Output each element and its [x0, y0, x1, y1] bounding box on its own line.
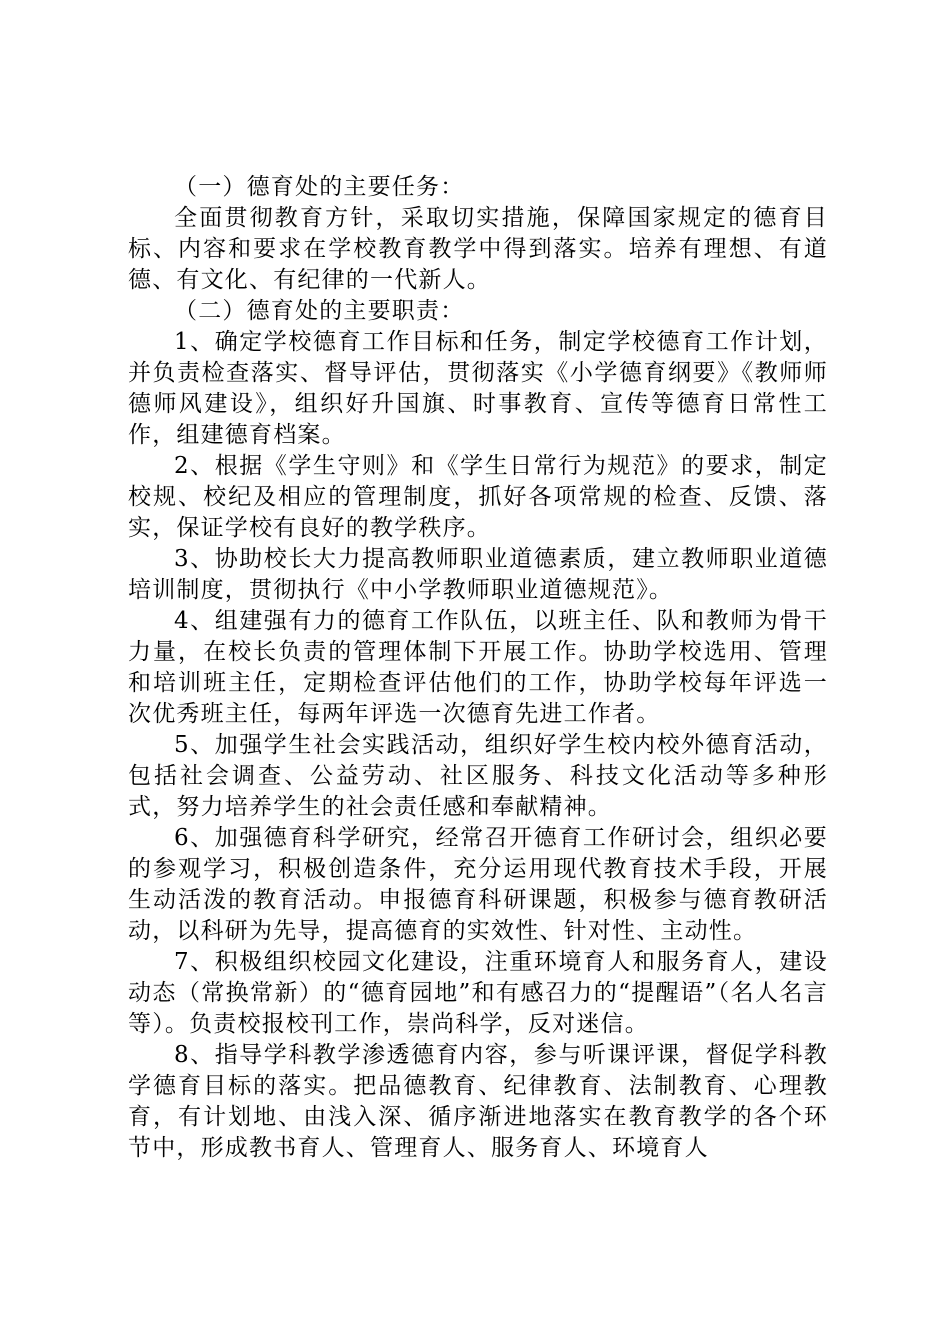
section-heading-duties: （二）德育处的主要职责：: [174, 298, 465, 324]
duty-item-3: 3、协助校长大力提高教师职业道德素质，建立教师职业道德培训制度，贯彻执行《中小学教师职业道德规范》。: [128, 546, 828, 603]
duty-item-6: 6、加强德育科学研究，经常召开德育工作研讨会，组织必要的参观学习，积极创造条件，充分运用现代教育技术手段，开展生动活泼的教育活动。申报德育科研课题，积极参与德育教研活动，以科研为先导，提高德育的实效性、针对性、主动性。: [128, 825, 828, 944]
section-heading-tasks: （一）德育处的主要任务：: [174, 174, 465, 200]
paragraph-tasks: 全面贯彻教育方针，采取切实措施，保障国家规定的德育目标、内容和要求在学校教育教学中得到落实。培养有理想、有道德、有文化、有纪律的一代新人。: [128, 205, 828, 293]
duty-item-2: 2、根据《学生守则》和《学生日常行为规范》的要求，制定校规、校纪及相应的管理制度，抓好各项常规的检查、反馈、落实，保证学校有良好的教学秩序。: [128, 453, 828, 541]
document-body: [128, 172, 828, 1164]
duty-item-5: 5、加强学生社会实践活动，组织好学生校内校外德育活动，包括社会调查、公益劳动、社区服务、科技文化活动等多种形式，努力培养学生的社会责任感和奉献精神。: [128, 732, 828, 820]
duty-item-7: 7、积极组织校园文化建设，注重环境育人和服务育人，建设动态（常换常新）的“德育园地”和有感召力的“提醒语”（名人名言等）。负责校报校刊工作，崇尚科学，反对迷信。: [128, 949, 828, 1037]
duty-item-8: 8、指导学科教学渗透德育内容，参与听课评课，督促学科教学德育目标的落实。把品德教育、纪律教育、法制教育、心理教育，有计划地、由浅入深、循序渐进地落实在教育教学的各个环节中，形成教书育人、管理育人、服务育人、环境育人: [128, 1042, 828, 1161]
duty-item-1: 1、确定学校德育工作目标和任务，制定学校德育工作计划，并负责检查落实、督导评估，贯彻落实《小学德育纲要》《教师师德师风建设》，组织好升国旗、时事教育、宣传等德育日常性工作，组建德育档案。: [128, 329, 828, 448]
duty-item-4: 4、组建强有力的德育工作队伍，以班主任、队和教师为骨干力量，在校长负责的管理体制下开展工作。协助学校选用、管理和培训班主任，定期检查评估他们的工作，协助学校每年评选一次优秀班主任，每两年评选一次德育先进工作者。: [128, 608, 828, 727]
